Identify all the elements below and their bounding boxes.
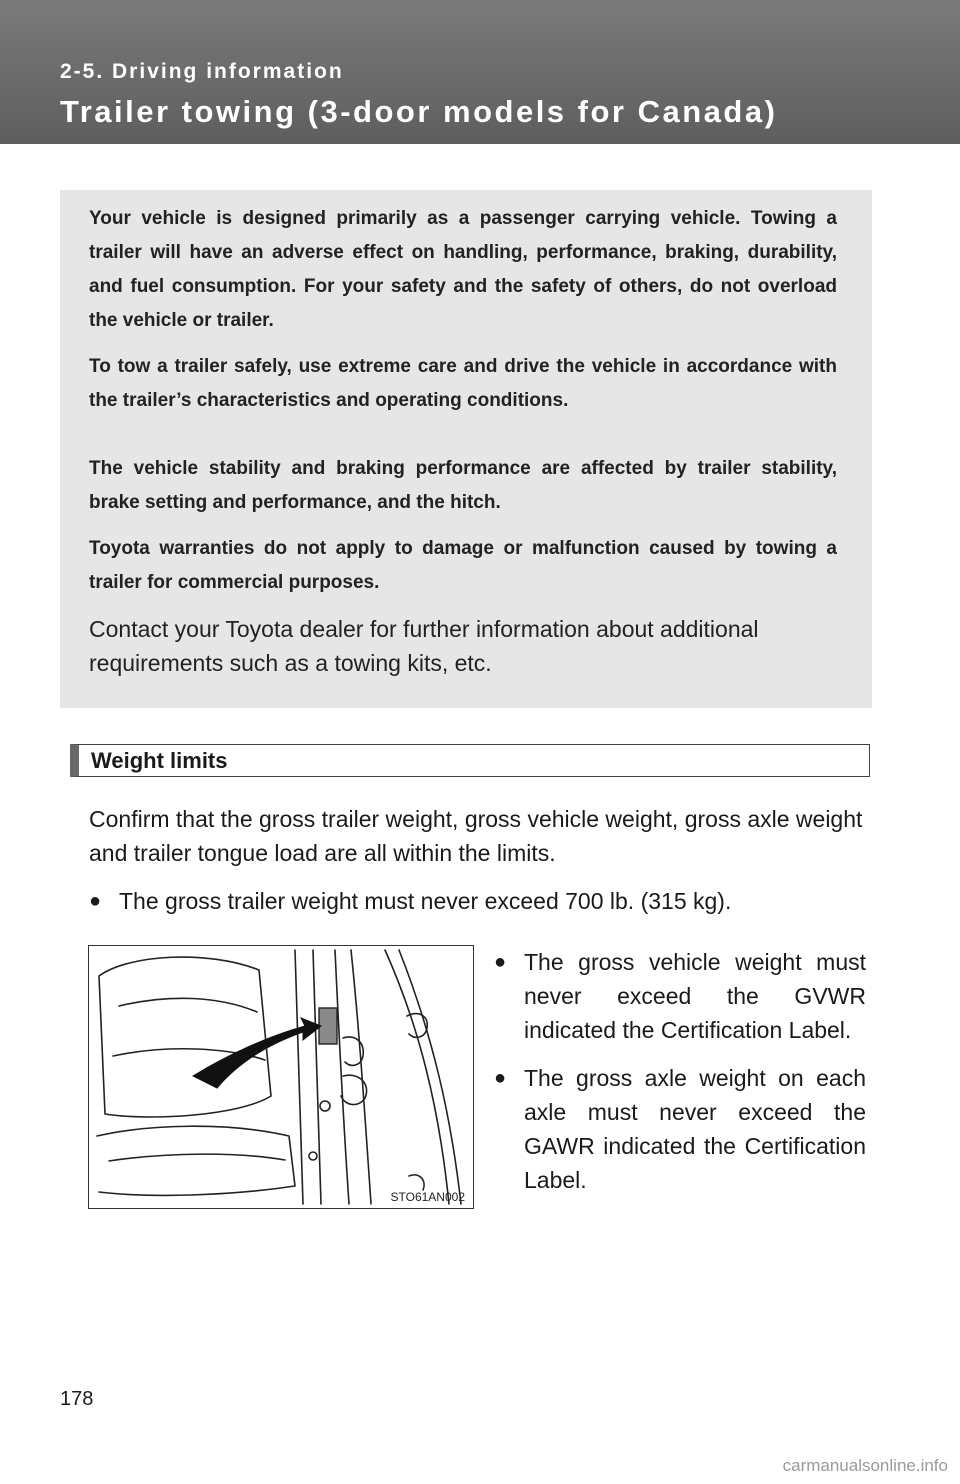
bullet-gross-trailer-weight: ● The gross trailer weight must never exceed 700 lb. (315 kg). [89, 884, 879, 918]
intro-paragraph-3: The vehicle stability and braking performance are affected by trailer stability, brake setting and performance, and the hitch. [89, 458, 837, 513]
door-pillar-label-illustration [89, 946, 473, 1208]
door-pillar-figure [88, 945, 474, 1209]
weight-limits-heading [70, 744, 870, 777]
bullet-icon: ● [494, 1067, 507, 1089]
bullet-icon: ● [89, 890, 102, 912]
pointer-arrow-icon [193, 1018, 321, 1088]
page-header [0, 0, 960, 144]
page-number: 178 [60, 1388, 94, 1410]
weight-limits-paragraph: Confirm that the gross trailer weight, gross vehicle weight, gross axle weight and trailer tongue load are all within the limits. [89, 806, 863, 866]
page-title: Trailer towing (3-door models for Canada) [60, 94, 778, 129]
figure-code: STO61AN002 [390, 1190, 465, 1204]
intro-paragraph-4: Toyota warranties do not apply to damage or malfunction caused by towing a trailer for commercial purposes. [89, 538, 837, 593]
bullet-gross-axle-weight: ● The gross axle weight on each axle must never exceed the GAWR indicated the Certification Label. [494, 1061, 866, 1197]
intro-paragraph-2: To tow a trailer safely, use extreme care and drive the vehicle in accordance with the trailer’s characteristics and operating conditions. [89, 356, 837, 411]
intro-paragraph-1: Your vehicle is designed primarily as a passenger carrying vehicle. Towing a trailer will have an adverse effect on handling, performance, braking, durability, and fuel consumption. For your safety and the safety of others, do not overload the vehicle or trailer. [89, 208, 837, 331]
intro-paragraph-5: Contact your Toyota dealer for further information about additional requirements such as a towing kits, etc. [89, 616, 759, 676]
section-label: 2-5. Driving information [60, 60, 344, 83]
bullet-gross-vehicle-weight: ● The gross vehicle weight must never exceed the GVWR indicated the Certification Label. [494, 945, 866, 1047]
bullet-icon: ● [494, 951, 507, 973]
watermark: carmanualsonline.info [782, 1456, 948, 1475]
weight-limits-heading-text: Weight limits [91, 748, 228, 773]
